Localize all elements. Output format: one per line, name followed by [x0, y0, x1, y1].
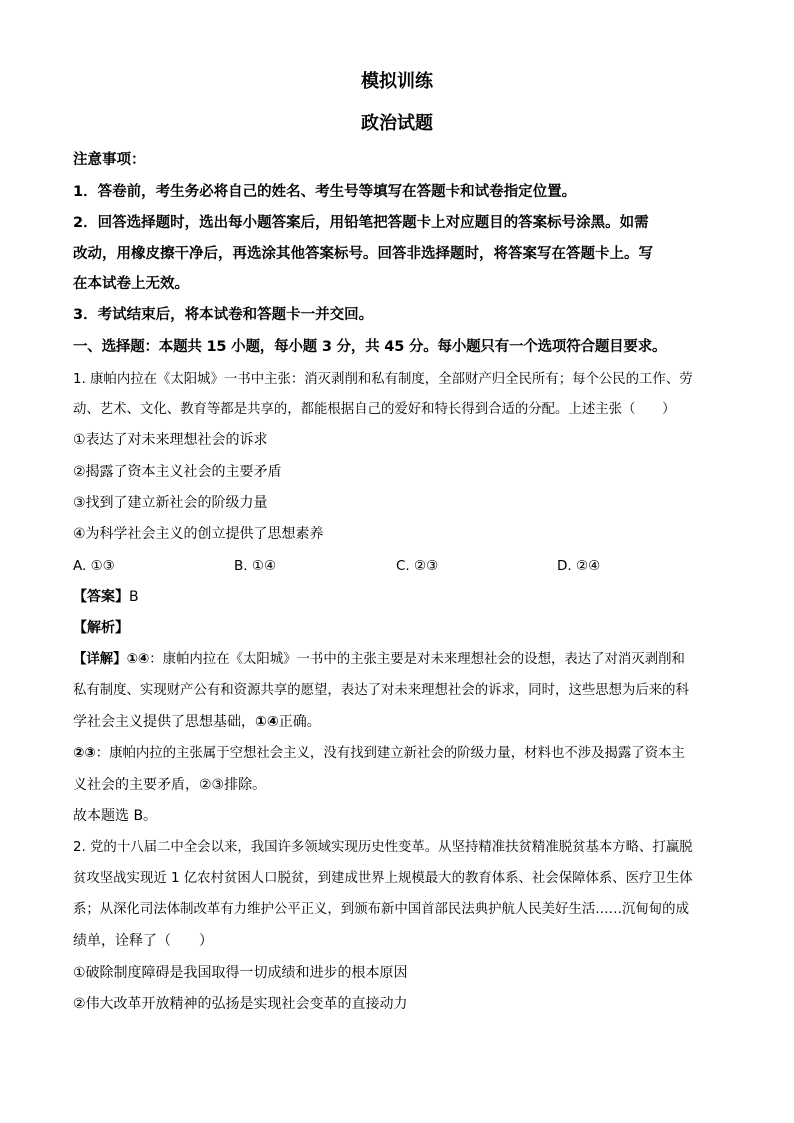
q2-statement-2: ②伟大改革开放精神的弘扬是实现社会变革的直接动力 — [73, 996, 408, 1012]
q1-stem-line-1: 1. 康帕内拉在《太阳城》一书中主张：消灭剥削和私有制度，全部财产归全民所有；每个公民的工作、劳 — [73, 372, 693, 387]
q1-option-a: A. ①③ — [73, 558, 115, 574]
notice-line-1: 1．答卷前，考生务必将自己的姓名、考生号等填写在答题卡和试卷指定位置。 — [73, 184, 577, 200]
section-heading: 一、选择题：本题共 15 小题，每小题 3 分，共 45 分。每小题只有一个选项符合题目要求。 — [73, 339, 667, 355]
q1-wrong-line-1 — [73, 744, 685, 764]
wrong-text-1: ：康帕内拉的主张属于空想社会主义，没有找到建立新社会的阶级力量，材料也不涉及揭露了资本主 — [95, 746, 685, 761]
q1-conclusion: 故本题选 B。 — [73, 808, 158, 824]
q1-statement-4: ④为科学社会主义的创立提供了思想素养 — [73, 526, 324, 542]
answer-value: B — [129, 589, 139, 605]
q2-stem-line-4: 绩单，诠释了（ ） — [73, 933, 213, 949]
q1-analysis-line — [73, 618, 129, 638]
q1-detail-line-3 — [73, 712, 321, 732]
q1-statement-1: ①表达了对未来理想社会的诉求 — [73, 432, 268, 448]
q1-wrong-line-2: 义社会的主要矛盾，②③排除。 — [73, 777, 267, 793]
q2-stem-line-1: 2. 党的十八届二中全会以来，我国许多领域实现历史性变革。从坚持精准扶贫精准脱贫基本方略、打赢脱 — [73, 840, 693, 855]
detail-text-1: ：康帕内拉在《太阳城》一书中的主张主要是对未来理想社会的设想，表达了对消灭剥削和 — [149, 652, 685, 667]
q1-answer-line — [73, 587, 139, 607]
q1-detail-line-1 — [73, 650, 685, 670]
analysis-tag: 【解析】 — [73, 620, 129, 636]
detail-correct-numbers: ①④ — [255, 714, 279, 730]
notice-heading: 注意事项： — [73, 152, 146, 168]
q1-detail-line-2: 私有制度、实现财产公有和资源共享的愿望，表达了对未来理想社会的诉求，同时，这些思想为后来的科 — [73, 683, 689, 698]
q2-stem-line-3: 系；从深化司法体制改革有力维护公平正义，到颁布新中国首部民法典护航人民美好生活……沉甸甸的成 — [73, 902, 689, 917]
detail-text-3b: 正确。 — [278, 714, 321, 730]
q2-stem-line-2: 贫攻坚战实现近 1 亿农村贫困人口脱贫，到建成世界上规模最大的教育体系、社会保障体系、医疗卫生体 — [73, 871, 693, 886]
q1-stem-line-2: 动、艺术、文化、教育等都是共享的，都能根据自己的爱好和特长得到合适的分配。上述主张（ ） — [73, 402, 676, 417]
page-title: 模拟训练 — [361, 71, 433, 92]
q1-option-c: C. ②③ — [396, 558, 439, 574]
q2-statement-1: ①破除制度障碍是我国取得一切成绩和进步的根本原因 — [73, 965, 408, 981]
page-subtitle: 政治试题 — [361, 113, 433, 134]
q1-statement-3: ③找到了建立新社会的阶级力量 — [73, 495, 268, 511]
detail-numbers: ①④ — [126, 652, 150, 667]
answer-tag: 【答案】 — [73, 589, 129, 605]
notice-line-2c: 在本试卷上无效。 — [73, 276, 189, 292]
notice-line-3: 3．考试结束后，将本试卷和答题卡一并交回。 — [73, 307, 374, 323]
notice-line-2b: 改动，用橡皮擦干净后，再选涂其他答案标号。回答非选择题时，将答案写在答题卡上。写 — [73, 246, 653, 262]
wrong-numbers: ②③ — [73, 746, 96, 761]
detail-tag: 【详解】 — [73, 652, 127, 667]
detail-text-3a: 学社会主义提供了思想基础， — [73, 714, 255, 730]
notice-line-2a: 2．回答选择题时，选出每小题答案后，用铅笔把答题卡上对应题目的答案标号涂黑。如需 — [73, 215, 649, 231]
q1-option-d: D. ②④ — [557, 558, 601, 574]
q1-option-b: B. ①④ — [234, 558, 277, 574]
q1-statement-2: ②揭露了资本主义社会的主要矛盾 — [73, 464, 282, 480]
